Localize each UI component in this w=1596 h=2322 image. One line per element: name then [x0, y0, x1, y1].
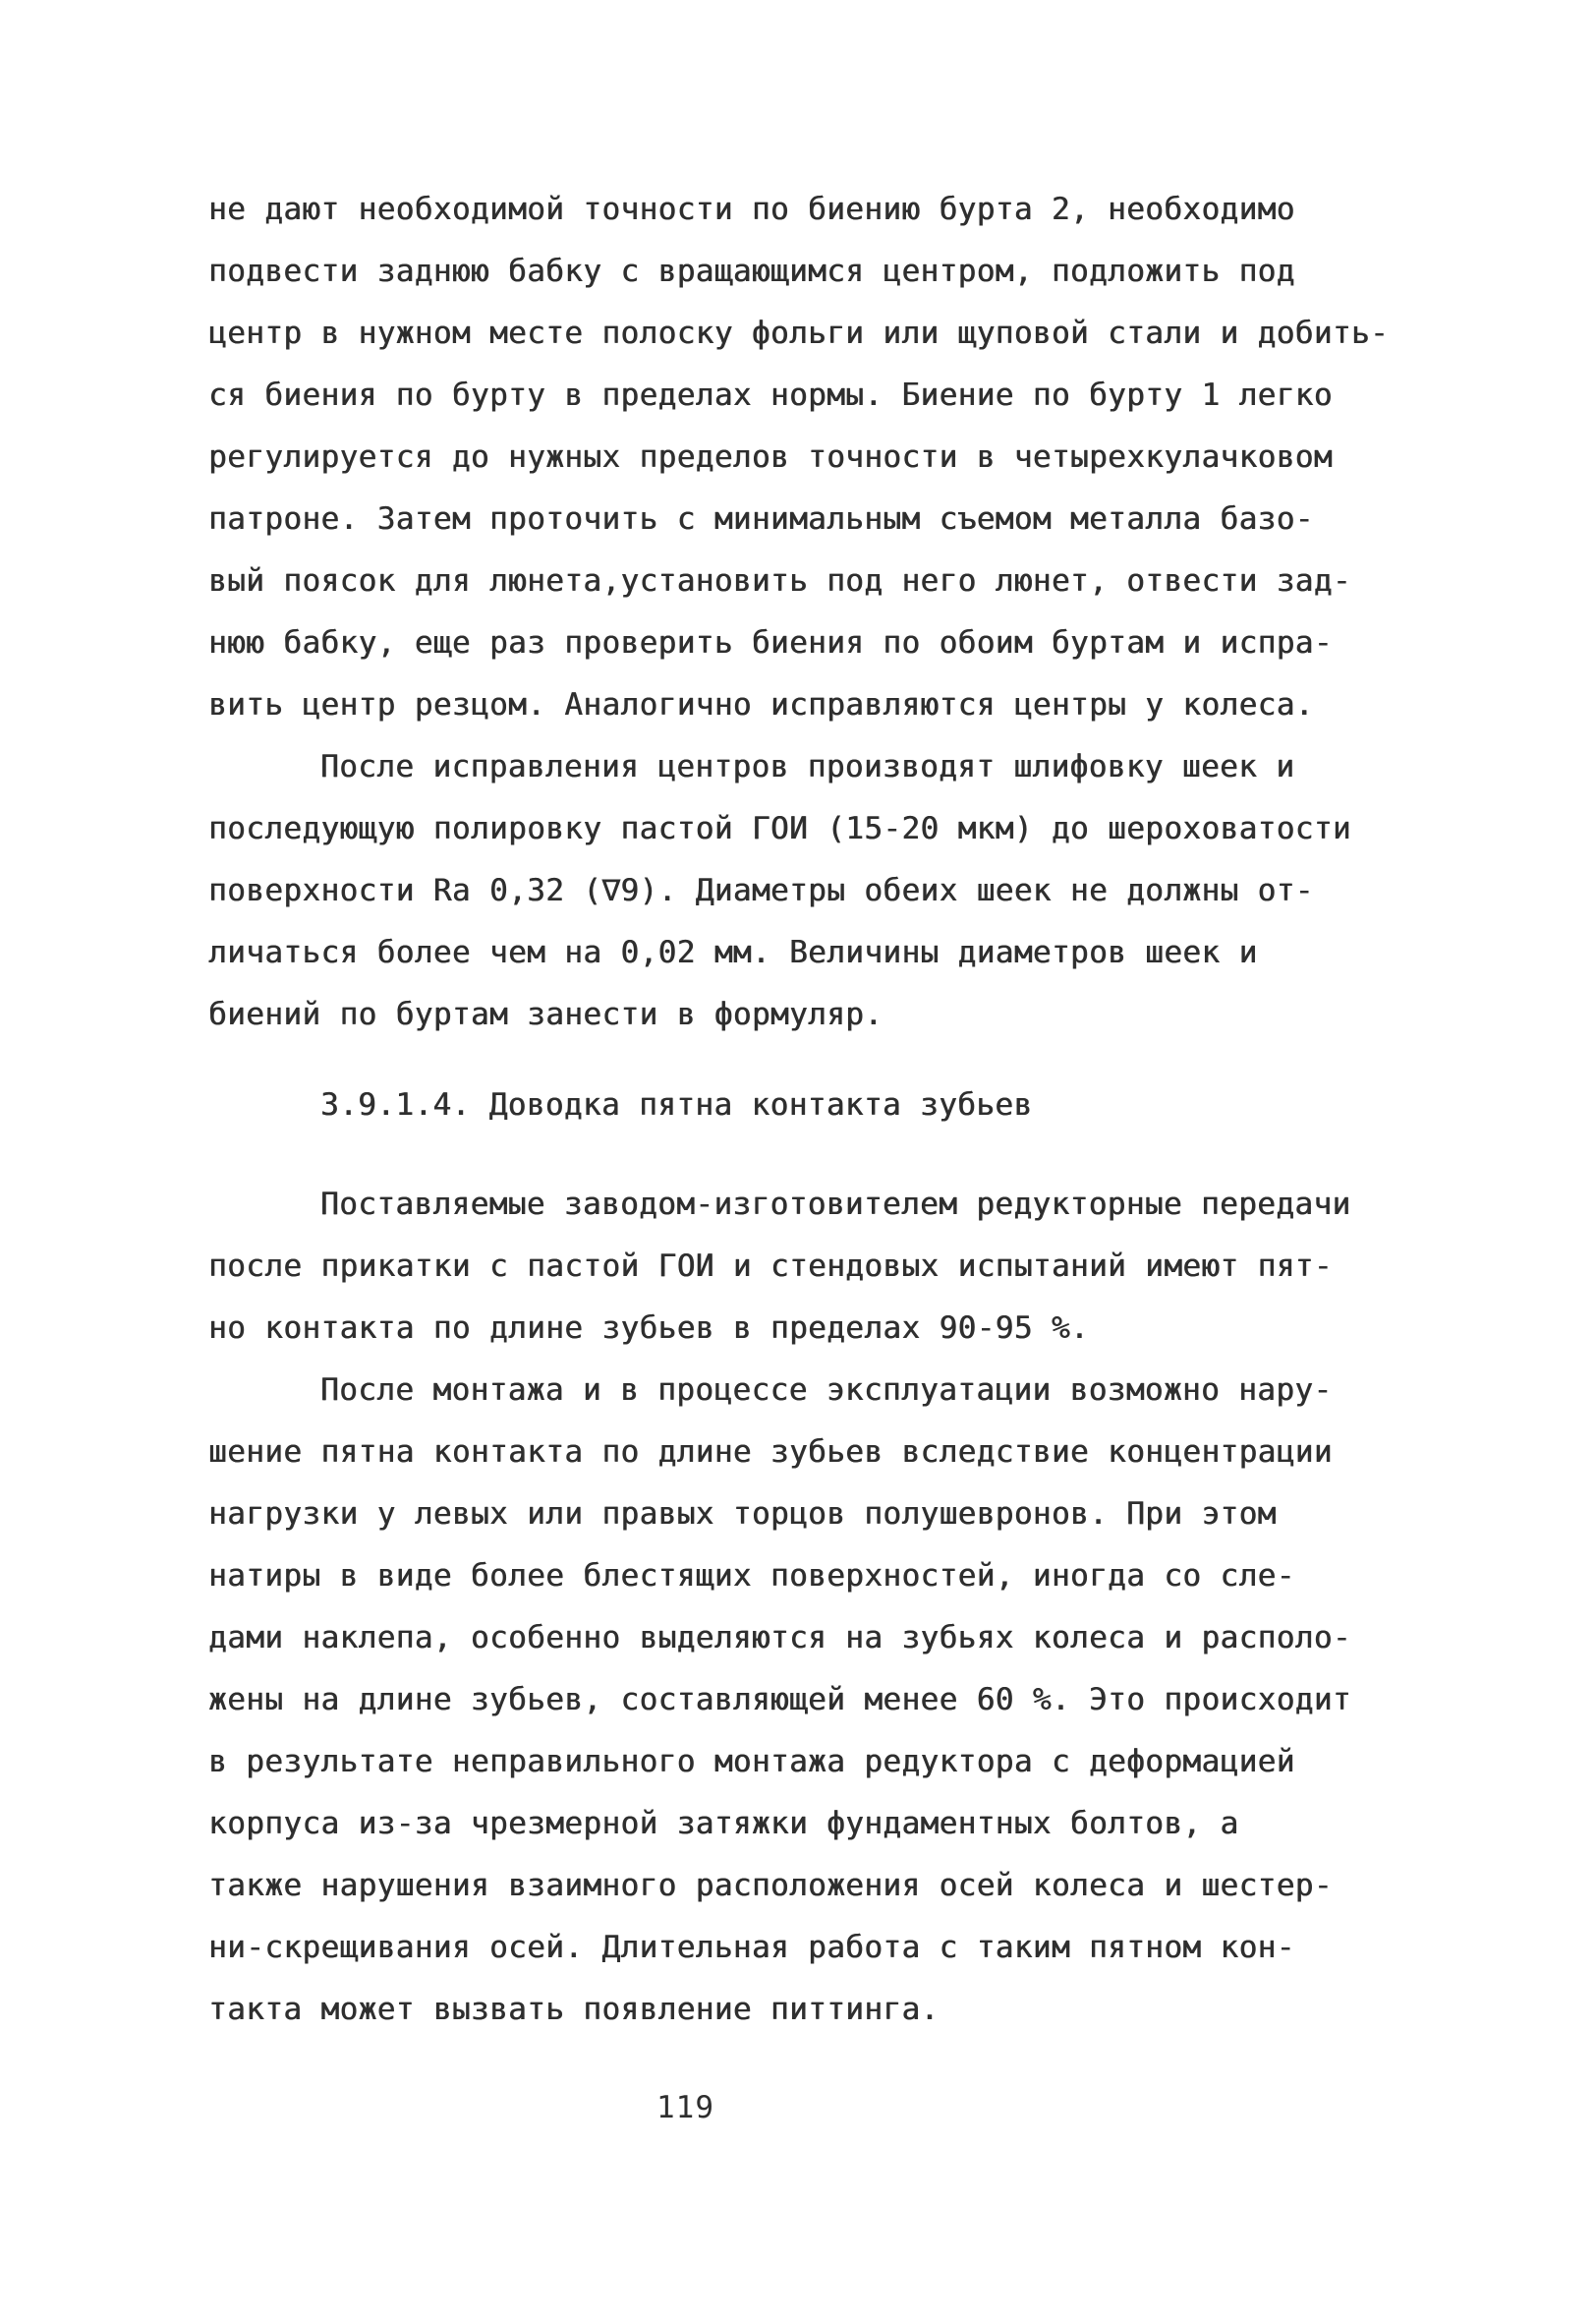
- text-line: но контакта по длине зубьев в пределах 90-95 %.: [208, 1310, 1089, 1346]
- page-number: 119: [656, 2090, 714, 2125]
- text-line: натиры в виде более блестящих поверхностей, иногда со сле-: [208, 1558, 1295, 1594]
- text-line: патроне. Затем проточить с минимальным съемом металла базо-: [208, 501, 1314, 537]
- text-line: такта может вызвать появление питтинга.: [208, 1992, 940, 2027]
- text-line: центр в нужном месте полоску фольги или щуповой стали и добить-: [208, 316, 1390, 351]
- text-line: ни-скрещивания осей. Длительная работа с таким пятном кон-: [208, 1930, 1295, 1965]
- text-line: не дают необходимой точности по биению бурта 2, необходимо: [208, 192, 1295, 227]
- text-line: в результате неправильного монтажа редуктора с деформацией: [208, 1744, 1295, 1779]
- text-line: последующую полировку пастой ГОИ (15-20 мкм) до шероховатости: [208, 811, 1351, 846]
- paragraph-first-line: Поставляемые заводом-изготовителем редукторные передачи: [320, 1187, 1351, 1222]
- paragraph-first-line: После монтажа и в процессе эксплуатации возможно нару-: [320, 1372, 1333, 1408]
- text-line: жены на длине зубьев, составляющей менее 60 %. Это происходит: [208, 1682, 1351, 1717]
- text-line: ся биения по бурту в пределах нормы. Биение по бурту 1 легко: [208, 377, 1333, 413]
- paragraph-first-line: После исправления центров производят шлифовку шеек и: [320, 749, 1295, 784]
- text-line: личаться более чем на 0,02 мм. Величины диаметров шеек и: [208, 935, 1258, 970]
- section-heading: 3.9.1.4. Доводка пятна контакта зубьев: [320, 1087, 1033, 1123]
- text-line: биений по буртам занести в формуляр.: [208, 997, 884, 1032]
- text-line: регулируется до нужных пределов точности в четырехкулачковом: [208, 439, 1333, 475]
- text-line: нюю бабку, еще раз проверить биения по обоим буртам и испра-: [208, 625, 1333, 661]
- text-line: вый поясок для люнета,установить под него люнет, отвести зад-: [208, 563, 1351, 599]
- text-line: вить центр резцом. Аналогично исправляются центры у колеса.: [208, 687, 1314, 723]
- text-line: подвести заднюю бабку с вращающимся центром, подложить под: [208, 254, 1295, 289]
- text-line: нагрузки у левых или правых торцов полушевронов. При этом: [208, 1496, 1277, 1532]
- text-line: после прикатки с пастой ГОИ и стендовых испытаний имеют пят-: [208, 1248, 1333, 1284]
- text-line: поверхности Ra 0,32 (∇9). Диаметры обеих шеек не должны от-: [208, 873, 1314, 908]
- text-line: также нарушения взаимного расположения осей колеса и шестер-: [208, 1868, 1333, 1903]
- text-line: дами наклепа, особенно выделяются на зубьях колеса и располо-: [208, 1620, 1351, 1655]
- text-line: корпуса из-за чрезмерной затяжки фундаментных болтов, а: [208, 1806, 1239, 1841]
- text-line: шение пятна контакта по длине зубьев вследствие концентрации: [208, 1434, 1333, 1470]
